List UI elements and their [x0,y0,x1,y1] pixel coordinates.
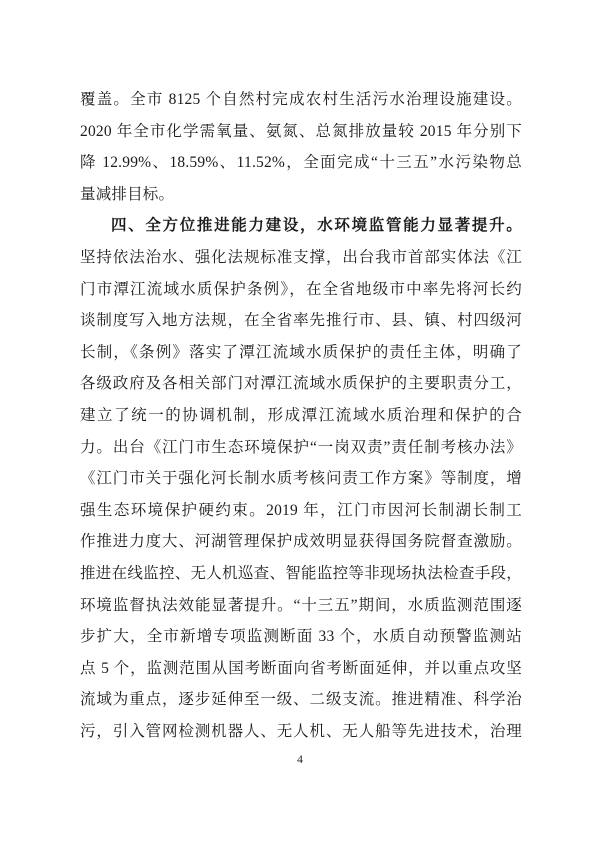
body-text-line: 降 12.99%、18.59%、11.52%，全面完成“十三五”水污染物总 [80,154,522,172]
body-text-line: 作推进力度大、河湖管理保护成效明显获得国务院督查激励。 [80,533,522,551]
body-text-line: 力。出台《江门市生态环境保护“一岗双责”责任制考核办法》 [80,438,522,456]
body-text-line: 坚持依法治水、强化法规标准支撑，出台我市首部实体法《江 [80,248,522,266]
body-text-line: 谈制度写入地方法规，在全省率先推行市、县、镇、村四级河 [80,312,522,330]
body-text-line: 2020 年全市化学需氧量、氨氮、总氮排放量较 2015 年分别下 [80,122,522,140]
body-text-line: 各级政府及各相关部门对潭江流域水质保护的主要职责分工， [80,375,522,393]
body-text-line: 《江门市关于强化河长制水质考核问责工作方案》等制度，增 [80,470,522,488]
body-text-line: 门市潭江流域水质保护条例》，在全省地级市中率先将河长约 [80,280,522,298]
body-text-line: 流域为重点，逐步延伸至一级、二级支流。推进精准、科学治 [80,691,522,709]
page-number: 4 [297,752,303,766]
body-text-line: 长制，《条例》落实了潭江流域水质保护的责任主体，明确了 [80,343,522,361]
body-text-line: 推进在线监控、无人机巡查、智能监控等非现场执法检查手段， [80,564,522,582]
body-text-line: 步扩大，全市新增专项监测断面 33 个，水质自动预警监测站 [80,628,522,646]
body-text-line: 量减排目标。 [80,185,175,203]
body-text-line: 覆盖。全市 8125 个自然村完成农村生活污水治理设施建设。 [80,91,522,108]
document-text-block [80,84,522,747]
body-text-line: 强生态环境保护硬约束。2019 年，江门市因河长制湖长制工 [80,501,522,519]
body-text-line: 建立了统一的协调机制，形成潭江流域水质治理和保护的合 [80,406,522,424]
body-text-line: 点 5 个，监测范围从国考断面向省考断面延伸，并以重点攻坚 [80,659,522,677]
body-text-line: 环境监督执法效能显著提升。“十三五”期间，水质监测范围逐 [80,596,522,614]
section-heading-line: 四、全方位推进能力建设，水环境监管能力显著提升。 [111,217,522,235]
body-text-line: 污，引入管网检测机器人、无人机、无人船等先进技术，治理 [80,722,522,740]
